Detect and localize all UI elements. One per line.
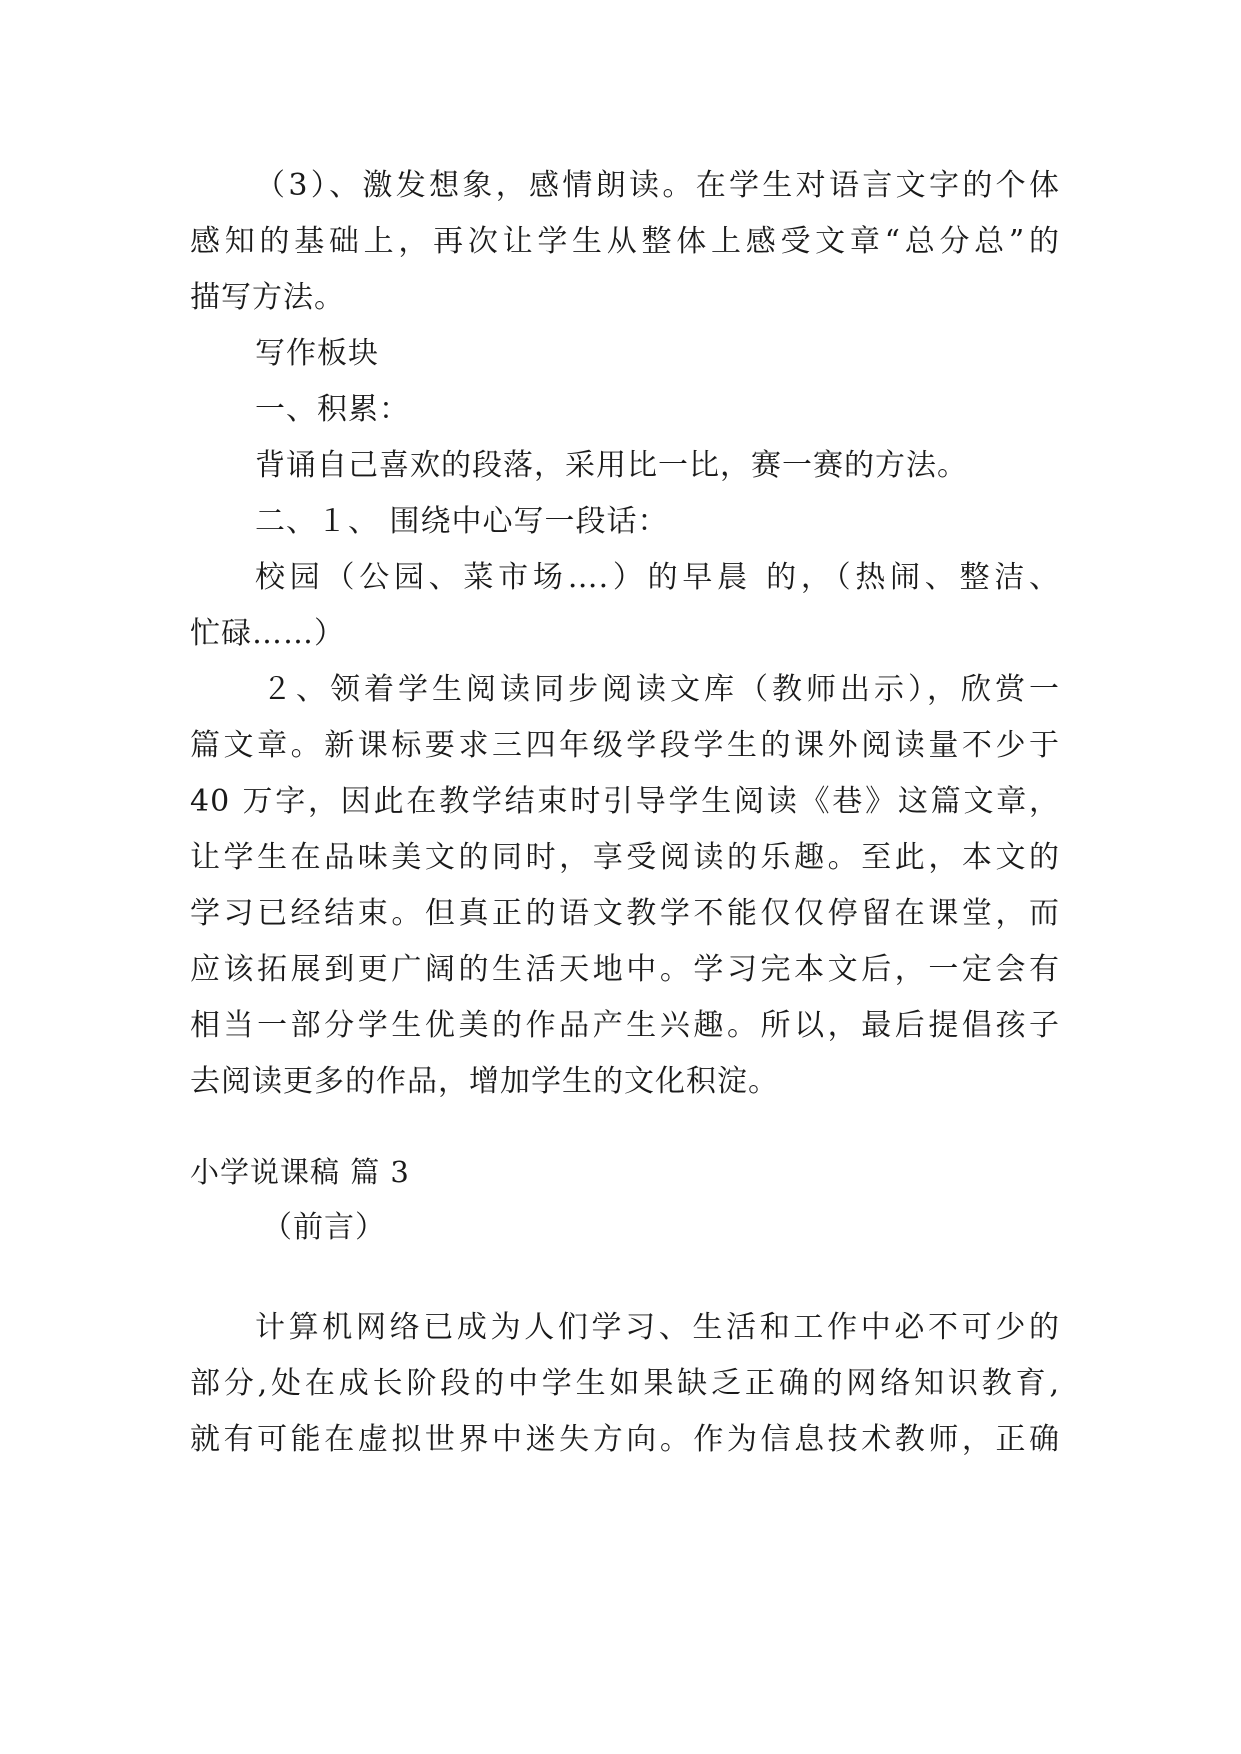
paragraph-line: 感知的基础上，再次让学生从整体上感受文章“总分总”的 bbox=[190, 224, 1060, 259]
paragraph-line: 描写方法。 bbox=[190, 280, 345, 315]
paragraph-line: 部分,处在成长阶段的中学生如果缺乏正确的网络知识教育, bbox=[190, 1366, 1060, 1401]
section-heading: 写作板块 bbox=[255, 336, 379, 371]
paragraph-line: 就有可能在虚拟世界中迷失方向。作为信息技术教师，正确 bbox=[190, 1422, 1060, 1457]
paragraph-line: 去阅读更多的作品，增加学生的文化积淀。 bbox=[190, 1064, 779, 1099]
paragraph-line: ２、领着学生阅读同步阅读文库（教师出示），欣赏一 bbox=[262, 672, 1060, 707]
paragraph-line: 40 万字，因此在教学结束时引导学生阅读《巷》这篇文章， bbox=[190, 784, 1060, 819]
paragraph-line: 忙碌……） bbox=[190, 616, 345, 651]
paragraph-line: 背诵自己喜欢的段落，采用比一比，赛一赛的方法。 bbox=[255, 448, 968, 483]
preface-label: （前言） bbox=[262, 1210, 386, 1245]
paragraph-line: 相当一部分学生优美的作品产生兴趣。所以，最后提倡孩子 bbox=[190, 1008, 1060, 1043]
paragraph-line: （3）、激发想象，感情朗读。在学生对语言文字的个体 bbox=[255, 168, 1060, 203]
paragraph-line: 让学生在品味美文的同时，享受阅读的乐趣。至此，本文的 bbox=[190, 840, 1060, 875]
paragraph-line: 应该拓展到更广阔的生活天地中。学习完本文后，一定会有 bbox=[190, 952, 1060, 987]
paragraph-line: 计算机网络已成为人们学习、生活和工作中必不可少的 bbox=[255, 1310, 1060, 1345]
article-title: 小学说课稿 篇 3 bbox=[190, 1155, 410, 1189]
paragraph-line: 一、积累： bbox=[255, 392, 410, 427]
paragraph-line: 校园（公园、菜市场….）的早晨 的，（热闹、整洁、 bbox=[255, 560, 1060, 595]
paragraph-line: 学习已经结束。但真正的语文教学不能仅仅停留在课堂，而 bbox=[190, 896, 1060, 931]
paragraph-line: 二、１、 围绕中心写一段话： bbox=[255, 504, 669, 539]
paragraph-line: 篇文章。新课标要求三四年级学段学生的课外阅读量不少于 bbox=[190, 728, 1060, 763]
